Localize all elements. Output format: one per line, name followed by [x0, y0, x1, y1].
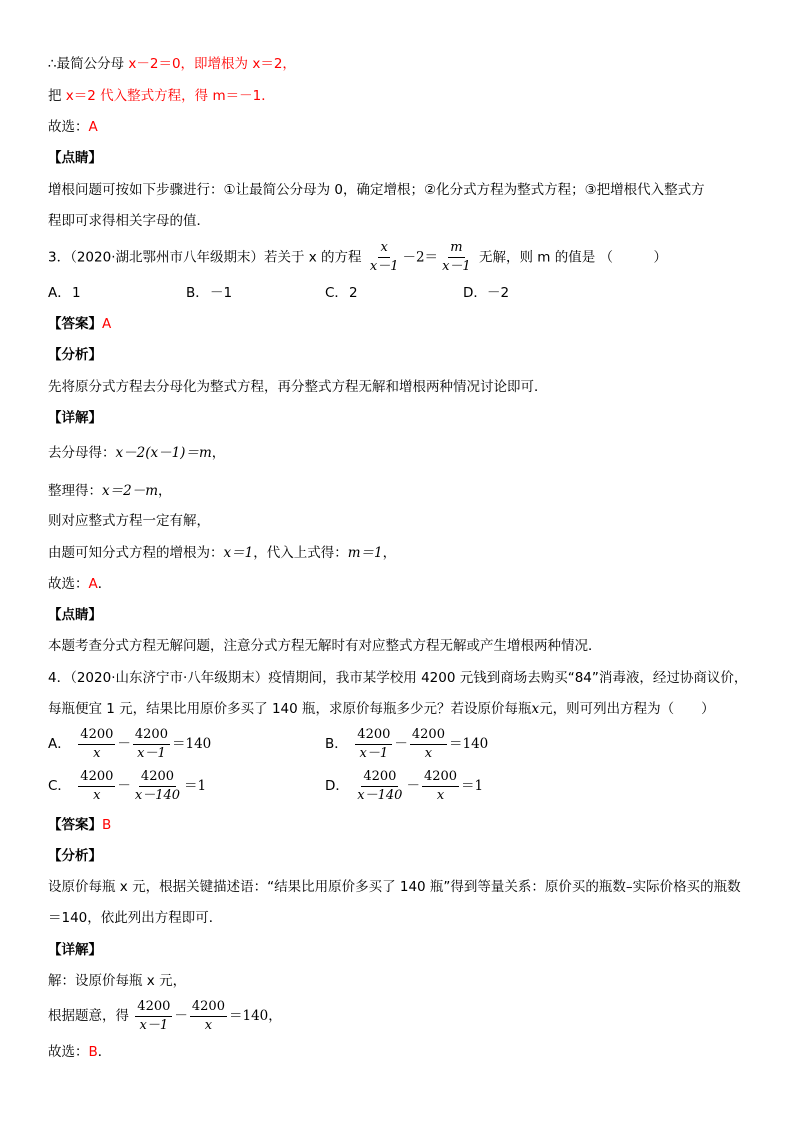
fraction: $\frac{4200}{x-1}$	[134, 726, 168, 761]
analysis-heading: 【分析】	[48, 848, 102, 864]
fraction: $\frac{x}{x-1}$	[369, 240, 399, 274]
analysis-text: ＝140，依此列出方程即可．	[48, 910, 223, 926]
question-3-stem: 3．（2020·湖北鄂州市八年级期末）若关于 x 的方程 $\frac{x}{x-1}$ －2＝ $\frac{m}{x-1}$ 无解，则 m 的值是 （ ）	[48, 240, 667, 274]
option-d: D． $\frac{4200}{x-140}$ － $\frac{4200}{x}$ ＝1	[325, 768, 484, 803]
comment-text: 程即可求得相关字母的值．	[48, 213, 210, 229]
option-d: D．－2	[463, 285, 510, 301]
comment-text: 增根问题可按如下步骤进行：①让最简公分母为 0，确定增根；②化分式方程为整式方程；③把增根代入整式方	[48, 182, 705, 198]
comment-heading: 【点睛】	[48, 150, 102, 166]
select-line: 故选：B．	[48, 1044, 112, 1060]
detail-step: 解：设原价每瓶 x 元，	[48, 973, 187, 989]
select-line: 故选：A．	[48, 576, 112, 592]
comment-text: 本题考查分式方程无解问题，注意分式方程无解时有对应整式方程无解或产生增根两种情况．	[48, 638, 602, 654]
fraction: $\frac{4200}{x-140}$	[357, 768, 403, 803]
option-a: A．1	[48, 285, 81, 301]
option-a: A． $\frac{4200}{x}$ － $\frac{4200}{x-1}$ ＝140	[48, 726, 212, 761]
option-b: B．－1	[186, 285, 233, 301]
fraction: $\frac{m}{x-1}$	[442, 240, 471, 274]
analysis-text: 先将原分式方程去分母化为整式方程，再分整式方程无解和增根两种情况讨论即可．	[48, 379, 548, 395]
question-4-stem: 每瓶便宜 1 元，结果比用原价多买了 140 瓶，求原价每瓶多少元？若设原价每瓶x元，则可列出方程为（ ）	[48, 701, 715, 717]
fraction: $\frac{4200}{x-1}$	[357, 726, 391, 761]
fraction: $\frac{4200}{x}$	[423, 768, 458, 803]
detail-step: 整理得：x＝2－m，	[48, 483, 172, 499]
fraction: $\frac{4200}{x}$	[80, 768, 114, 803]
option-b: B． $\frac{4200}{x-1}$ － $\frac{4200}{x}$ ＝140	[325, 726, 489, 761]
detail-heading: 【详解】	[48, 942, 102, 958]
answer-line: 【答案】A	[48, 316, 112, 332]
fraction: $\frac{4200}{x}$	[411, 726, 445, 761]
solution-line: 把 x＝2 代入整式方程，得 m＝－1．	[48, 88, 275, 104]
fraction: $\frac{4200}{x-1}$	[137, 998, 171, 1033]
analysis-heading: 【分析】	[48, 347, 102, 363]
fraction: $\frac{4200}{x-140}$	[134, 768, 181, 803]
detail-step: 由题可知分式方程的增根为：x＝1，代入上式得：m＝1，	[48, 545, 397, 561]
fraction: $\frac{4200}{x}$	[191, 998, 225, 1033]
option-c: C．2	[325, 285, 358, 301]
answer-line: 【答案】B	[48, 817, 112, 833]
detail-step: 去分母得：x－2(x－1)＝m，	[48, 445, 226, 461]
fraction: $\frac{4200}{x}$	[80, 726, 114, 761]
option-c: C． $\frac{4200}{x}$ － $\frac{4200}{x-140}$ ＝1	[48, 768, 207, 803]
comment-heading: 【点睛】	[48, 607, 102, 623]
detail-step: 则对应整式方程一定有解，	[48, 513, 210, 529]
solution-line: ∴最简公分母 x－2＝0，即增根为 x＝2，	[48, 56, 296, 72]
select-line: 故选：A	[48, 119, 98, 135]
analysis-text: 设原价每瓶 x 元，根据关键描述语：“结果比用原价多买了 140 瓶”得到等量关系：原价买的瓶数–实际价格买的瓶数	[48, 879, 741, 895]
detail-heading: 【详解】	[48, 410, 102, 426]
detail-step: 根据题意，得 $\frac{4200}{x-1}$ － $\frac{4200}{x}$ ＝140，	[48, 998, 282, 1033]
question-4-stem: 4．（2020·山东济宁市·八年级期末）疫情期间，我市某学校用 4200 元钱到商场去购买“84”消毒液，经过协商议价，	[48, 670, 748, 686]
